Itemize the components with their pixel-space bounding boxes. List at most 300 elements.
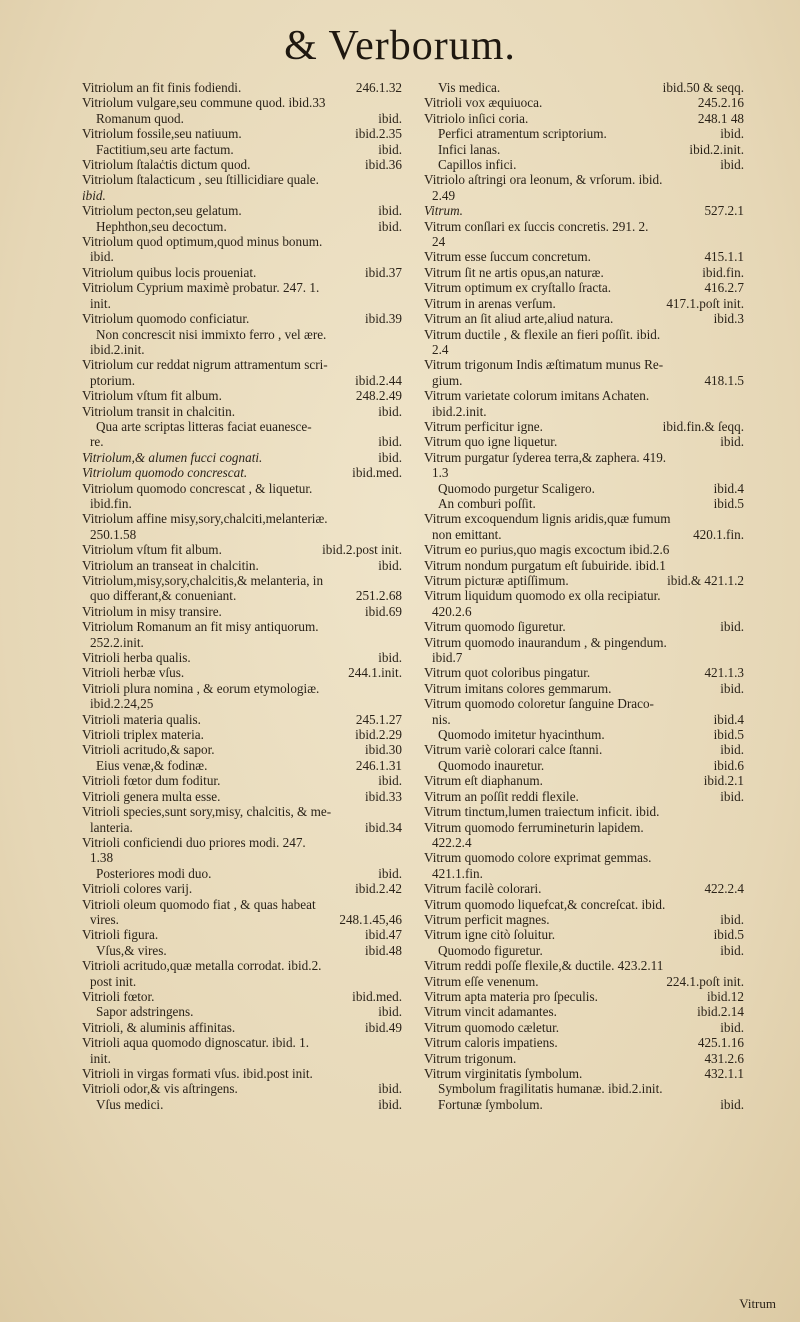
index-entry xyxy=(82,296,402,311)
entry-text: Vitriolum,misy,sory,chalcitis,& melanteria, in xyxy=(82,573,324,588)
entry-text: Posteriores modi duo. xyxy=(96,865,212,881)
entry-text: Vitriolum quomodo concrescat , & liquetur. xyxy=(82,480,313,496)
entry-reference: ibid. xyxy=(720,680,744,696)
index-column-right xyxy=(424,80,744,1112)
entry-reference: 244.1.init. xyxy=(348,665,402,681)
entry-text: Vitriolum Romanum an fit misy antiquorum. xyxy=(82,619,319,635)
entry-text: Vitrum picturæ aptiſſimum. xyxy=(424,573,569,588)
index-entry xyxy=(82,881,402,896)
entry-text: Vitriolum quomodo concrescat. xyxy=(82,465,248,481)
entry-reference: ibid. xyxy=(378,203,402,219)
entry-reference: ibid.36 xyxy=(365,157,402,173)
index-entry xyxy=(82,558,402,573)
index-entry xyxy=(424,481,744,496)
page-title: & Verborum. xyxy=(284,23,516,69)
index-entry xyxy=(82,95,402,110)
index-entry xyxy=(82,619,402,634)
index-entry xyxy=(424,727,744,742)
entry-reference: 248.2.49 xyxy=(355,388,402,404)
index-entry xyxy=(424,974,744,989)
entry-text: Vitrum imitans colores gemmarum. xyxy=(424,680,612,696)
entry-reference: 422.2.4 xyxy=(704,881,744,897)
entry-reference: ibid. xyxy=(378,773,402,789)
entry-reference: ibid. xyxy=(720,157,744,173)
entry-reference: ibid.47 xyxy=(365,927,402,943)
entry-reference: ibid.4 xyxy=(713,711,744,727)
entry-text: Vitrum quomodo coloretur ſanguine Draco- xyxy=(424,696,654,712)
entry-reference: 431.2.6 xyxy=(704,1050,744,1066)
index-entry xyxy=(82,635,402,650)
entry-text: Vitrioli colores varij. xyxy=(82,881,193,897)
entry-text: Vitrioli materia qualis. xyxy=(82,711,201,727)
index-entry xyxy=(424,835,744,850)
index-entry xyxy=(424,188,744,203)
index-entry xyxy=(82,126,402,141)
entry-reference: ibid. xyxy=(720,788,744,804)
index-entry xyxy=(82,280,402,295)
entry-text: Vitriolum an transeat in chalcitin. xyxy=(82,557,259,573)
entry-reference: 248.1 48 xyxy=(697,110,744,126)
index-entry xyxy=(82,989,402,1004)
index-entry xyxy=(424,681,744,696)
entry-text: Fortunæ ſymbolum. xyxy=(438,1096,543,1112)
entry-text: Vitrum ductile , & flexile an fieri poſſit. ibid. xyxy=(424,326,661,342)
entry-text: Vitrioli aqua quomodo dignoscatur. ibid. 1. xyxy=(82,1035,310,1051)
entry-text: 2.49 xyxy=(432,187,456,203)
entry-reference: 246.1.31 xyxy=(355,757,402,773)
entry-text: Vitriolum quomodo conficiatur. xyxy=(82,311,250,327)
entry-text: Vitrum quomodo colore exprimat gemmas. xyxy=(424,850,652,866)
entry-reference: ibid. xyxy=(378,1004,402,1020)
entry-reference: 425.1.16 xyxy=(697,1035,744,1051)
entry-text: Vitrum varietate colorum imitans Achaten. xyxy=(424,388,650,404)
entry-text: Vitrioli conficiendi duo priores modi. 247. xyxy=(82,834,306,850)
index-entry xyxy=(82,1051,402,1066)
entry-text: ibid.2.init. xyxy=(432,403,487,419)
entry-text: Vſus medici. xyxy=(96,1096,164,1112)
index-entry xyxy=(424,742,744,757)
entry-text: Vitrum eſſe venenum. xyxy=(424,973,539,989)
index-entry xyxy=(424,588,744,603)
entry-reference: 245.2.16 xyxy=(697,95,744,111)
index-entry xyxy=(424,126,744,141)
index-entry xyxy=(424,450,744,465)
entry-text: Vitriolum transit in chalcitin. xyxy=(82,403,236,419)
entry-reference: ibid. xyxy=(378,1081,402,1097)
index-entry xyxy=(82,773,402,788)
entry-text: Vitrum reddi poſſe flexile,& ductile. 423.2.11 xyxy=(424,958,664,974)
entry-text: Vitrum optimum ex cryſtallo ſracta. xyxy=(424,280,612,296)
entry-reference: ibid.6 xyxy=(713,757,744,773)
entry-reference: ibid. xyxy=(378,449,402,465)
index-entry xyxy=(424,419,744,434)
index-entry xyxy=(82,1066,402,1081)
entry-text: Vitriolo aſtringi ora leonum, & vrſorum. ibid. xyxy=(424,172,663,188)
entry-reference: ibid.33 xyxy=(365,788,402,804)
entry-reference: ibid. xyxy=(378,218,402,234)
entry-text: Vitrum variè colorari calce ſtanni. xyxy=(424,742,603,758)
index-entry xyxy=(82,727,402,742)
catchword: Vitrum xyxy=(739,1296,776,1311)
index-entry xyxy=(424,434,744,449)
index-entry xyxy=(82,172,402,187)
entry-text: Vitrum perficitur igne. xyxy=(424,418,543,434)
index-entry xyxy=(82,712,402,727)
index-entry xyxy=(82,897,402,912)
entry-text: Vitrioli odor,& vis aſtringens. xyxy=(82,1081,238,1097)
index-entry xyxy=(82,850,402,865)
index-entry xyxy=(82,650,402,665)
index-entry xyxy=(82,804,402,819)
index-entry xyxy=(82,1004,402,1019)
index-entry xyxy=(424,1081,744,1096)
entry-reference: ibid. xyxy=(378,1096,402,1112)
entry-text: Vitrum quomodo ferrumineturin lapidem. xyxy=(424,819,644,835)
index-entry xyxy=(82,265,402,280)
index-entry xyxy=(82,542,402,557)
entry-reference: ibid. xyxy=(378,557,402,573)
entry-reference: ibid.5 xyxy=(713,927,744,943)
entry-reference: ibid. xyxy=(378,650,402,666)
entry-text: Vitriolum an fit finis fodiendi. xyxy=(82,80,242,95)
index-entry xyxy=(82,527,402,542)
entry-reference: 245.1.27 xyxy=(355,711,402,727)
entry-reference: ibid.69 xyxy=(365,603,402,619)
entry-text: Vitrum trigonum. xyxy=(424,1050,517,1066)
entry-reference: ibid.fin. xyxy=(702,264,744,280)
entry-reference: ibid.48 xyxy=(365,942,402,958)
index-entry xyxy=(424,665,744,680)
entry-text: Vitriolum quod optimum,quod minus bonum. xyxy=(82,234,323,250)
entry-reference: ibid.34 xyxy=(365,819,402,835)
index-entry xyxy=(424,404,744,419)
entry-reference: ibid.2.post init. xyxy=(322,542,402,558)
entry-text: Vitrum quot coloribus pingatur. xyxy=(424,665,591,681)
index-entry xyxy=(82,357,402,372)
entry-text: Vitriolum vſtum fit album. xyxy=(82,542,222,558)
entry-text: Quomodo inauretur. xyxy=(438,757,545,773)
entry-text: Vitrum quomodo ſiguretur. xyxy=(424,619,566,635)
entry-text: Capillos infici. xyxy=(438,157,517,173)
entry-text: re. xyxy=(90,434,104,450)
entry-text: Vitrum perficit magnes. xyxy=(424,911,550,927)
entry-text: ibid. xyxy=(90,249,114,265)
index-entry xyxy=(82,249,402,264)
entry-reference: ibid.2.44 xyxy=(355,372,402,388)
index-entry xyxy=(82,434,402,449)
index-entry xyxy=(82,573,402,588)
entry-text: Infici lanas. xyxy=(438,141,501,157)
entry-text: Vitrioli figura. xyxy=(82,927,159,943)
index-entry xyxy=(424,80,744,95)
index-entry xyxy=(424,111,744,126)
entry-reference: ibid.49 xyxy=(365,1019,402,1035)
entry-reference: ibid. xyxy=(378,403,402,419)
entry-reference: ibid.2.29 xyxy=(355,727,402,743)
index-entry xyxy=(424,820,744,835)
entry-reference: ibid.2.42 xyxy=(355,881,402,897)
index-entry xyxy=(82,866,402,881)
index-entry xyxy=(424,527,744,542)
entry-text: Vitriolum quibus locis proueniat. xyxy=(82,264,257,280)
index-entry xyxy=(424,573,744,588)
entry-text: Quomodo imitetur hyacinthum. xyxy=(438,727,605,743)
entry-reference: ibid.4 xyxy=(713,480,744,496)
index-entry xyxy=(424,619,744,634)
entry-text: ibid.2.init. xyxy=(90,341,145,357)
index-entry xyxy=(82,588,402,603)
index-entry xyxy=(424,696,744,711)
index-entry xyxy=(424,172,744,187)
entry-text: Vitrum in arenas verſum. xyxy=(424,295,556,311)
index-entry xyxy=(82,665,402,680)
index-entry xyxy=(82,404,402,419)
index-entry xyxy=(424,866,744,881)
entry-reference: ibid.& 421.1.2 xyxy=(667,573,744,588)
index-entry xyxy=(82,927,402,942)
index-entry xyxy=(424,758,744,773)
entry-text: 24 xyxy=(432,234,446,250)
entry-reference: 420.1.fin. xyxy=(693,526,744,542)
entry-reference: ibid. xyxy=(720,619,744,635)
entry-text: Vitrum purgatur ſyderea terra,& zaphera. 419. xyxy=(424,449,667,465)
entry-text: gium. xyxy=(432,372,463,388)
entry-text: Sapor adstringens. xyxy=(96,1004,194,1020)
index-entry xyxy=(82,419,402,434)
entry-text: Vitrioli herba qualis. xyxy=(82,650,191,666)
index-entry xyxy=(424,927,744,942)
index-entry xyxy=(424,604,744,619)
entry-text: Vitrum excoquendum lignis aridis,quæ fumum xyxy=(424,511,671,527)
entry-text: Vitriolum in misy transire. xyxy=(82,603,222,619)
index-entry xyxy=(82,681,402,696)
index-entry xyxy=(424,1035,744,1050)
entry-reference: ibid. xyxy=(720,126,744,142)
index-entry xyxy=(424,511,744,526)
entry-reference: ibid. xyxy=(720,1096,744,1112)
index-entry xyxy=(82,465,402,480)
entry-text: Vitriolum vulgare,seu commune quod. ibid.33 xyxy=(82,95,326,111)
entry-text: Vitrioli plura nomina , & eorum etymologiæ. xyxy=(82,680,320,696)
entry-reference: 418.1.5 xyxy=(704,372,744,388)
entry-text: Vitriolum Cyprium maximè probatur. 247. 1. xyxy=(82,280,320,296)
entry-text: Vitrum conſlari ex ſuccis concretis. 291. 2. xyxy=(424,218,649,234)
entry-text: post init. xyxy=(90,973,137,989)
index-entry xyxy=(82,604,402,619)
entry-text: Vitrum apta materia pro ſpeculis. xyxy=(424,988,598,1004)
entry-reference: ibid. xyxy=(378,110,402,126)
index-entry xyxy=(82,311,402,326)
index-entry xyxy=(82,481,402,496)
index-entry xyxy=(82,758,402,773)
index-entry xyxy=(424,219,744,234)
index-entry xyxy=(424,650,744,665)
entry-reference: 251.2.68 xyxy=(355,588,402,604)
entry-text: Vitrioli genera multa esse. xyxy=(82,788,221,804)
index-entry xyxy=(424,542,744,557)
index-entry xyxy=(424,157,744,172)
entry-text: Vitrum an poſſit reddi flexile. xyxy=(424,788,579,804)
entry-reference: ibid. xyxy=(378,865,402,881)
index-entry xyxy=(424,897,744,912)
index-entry xyxy=(82,388,402,403)
entry-text: Vitrioli fœtor dum foditur. xyxy=(82,773,221,789)
entry-text: Quomodo figuretur. xyxy=(438,942,543,958)
entry-text: Vitriolum,& alumen fucci cognati. xyxy=(82,449,263,465)
entry-reference: ibid.5 xyxy=(713,495,744,511)
index-entry xyxy=(82,912,402,927)
index-entry xyxy=(424,327,744,342)
entry-text: Vitrum nondum purgatum eſt ſubuiride. ibid.1 xyxy=(424,557,666,573)
entry-text: Vitrioli triplex materia. xyxy=(82,727,204,743)
entry-text: Factitium,seu arte factum. xyxy=(96,141,234,157)
entry-text: Vitrum caloris impatiens. xyxy=(424,1035,558,1051)
index-entry xyxy=(424,1097,744,1112)
entry-reference: ibid.2.init. xyxy=(689,141,744,157)
index-entry xyxy=(82,142,402,157)
index-entry xyxy=(82,974,402,989)
index-entry xyxy=(82,80,402,95)
entry-reference: ibid.12 xyxy=(707,988,744,1004)
index-entry xyxy=(424,1051,744,1066)
entry-reference: 224.1.poſt init. xyxy=(666,973,744,989)
entry-reference: ibid.2.1 xyxy=(703,773,744,789)
index-entry xyxy=(424,496,744,511)
entry-text: Vitrioli in virgas formati vſus. ibid.post init. xyxy=(82,1066,313,1081)
entry-reference: ibid.39 xyxy=(365,311,402,327)
entry-text: ibid.fin. xyxy=(90,495,132,511)
entry-text: 250.1.58 xyxy=(90,526,137,542)
entry-reference: ibid.3 xyxy=(713,311,744,327)
entry-reference: ibid. xyxy=(378,141,402,157)
entry-text: Vſus,& vires. xyxy=(96,942,167,958)
entry-reference: ibid.5 xyxy=(713,727,744,743)
index-entry xyxy=(82,1035,402,1050)
entry-text: Vitrum tinctum,lumen traiectum inficit. ibid. xyxy=(424,804,660,820)
index-entry xyxy=(424,342,744,357)
index-entry xyxy=(424,989,744,1004)
entry-text: Vitrum facilè colorari. xyxy=(424,881,542,897)
index-entry xyxy=(424,1066,744,1081)
entry-text: 421.1.fin. xyxy=(432,865,483,881)
entry-reference: ibid. xyxy=(720,1019,744,1035)
index-entry xyxy=(424,635,744,650)
entry-text: Vitrioli vox æquiuoca. xyxy=(424,95,543,111)
entry-text: vires. xyxy=(90,911,119,927)
entry-text: Vitrioli oleum quomodo fiat , & quas habeat xyxy=(82,896,316,912)
entry-text: 1.3 xyxy=(432,465,449,481)
entry-text: quo differant,& conueniant. xyxy=(90,588,237,604)
entry-reference: 527.2.1 xyxy=(704,203,744,219)
index-entry xyxy=(424,804,744,819)
index-entry xyxy=(424,1004,744,1019)
entry-reference: ibid.37 xyxy=(365,264,402,280)
index-entry xyxy=(424,773,744,788)
entry-text: Non concrescit nisi immixto ferro , vel ære. xyxy=(96,326,327,342)
entry-reference: ibid. xyxy=(378,434,402,450)
entry-text: nis. xyxy=(432,711,451,727)
entry-reference: ibid.fin.& ſeqq. xyxy=(662,418,744,434)
entry-text: Vitrum liquidum quomodo ex olla recipiatur. xyxy=(424,588,661,604)
index-entry xyxy=(424,142,744,157)
entry-text: Vitrum quomodo liquefcat,& concreſcat. ibid. xyxy=(424,896,666,912)
entry-text: Perfici atramentum scriptorium. xyxy=(438,126,607,142)
index-entry xyxy=(82,203,402,218)
entry-reference: 246.1.32 xyxy=(355,80,402,95)
entry-text: An comburi poſſit. xyxy=(438,495,536,511)
entry-reference: ibid. xyxy=(720,911,744,927)
entry-text: lanteria. xyxy=(90,819,133,835)
entry-text: ibid.2.24,25 xyxy=(90,696,154,712)
index-entry xyxy=(424,95,744,110)
index-entry xyxy=(82,342,402,357)
entry-reference: 416.2.7 xyxy=(704,280,744,296)
entry-reference: 415.1.1 xyxy=(704,249,744,265)
index-entry xyxy=(82,496,402,511)
entry-text: Vitrum trigonum Indis æſtimatum munus Re- xyxy=(424,357,664,373)
index-entry xyxy=(82,188,402,203)
entry-reference: ibid.med. xyxy=(352,988,402,1004)
entry-text: Vitrum an ſit aliud arte,aliud natura. xyxy=(424,311,614,327)
entry-reference: ibid.2.35 xyxy=(355,126,402,142)
entry-text: Symbolum fragilitatis humanæ. ibid.2.init. xyxy=(438,1081,663,1097)
entry-reference: 248.1.45,46 xyxy=(339,911,402,927)
index-entry xyxy=(424,280,744,295)
entry-reference: ibid.30 xyxy=(365,742,402,758)
entry-text: Romanum quod. xyxy=(96,110,184,126)
index-entry xyxy=(424,311,744,326)
index-entry xyxy=(424,203,744,218)
index-entry xyxy=(424,388,744,403)
entry-text: 2.4 xyxy=(432,341,449,357)
index-entry xyxy=(424,357,744,372)
entry-reference: ibid.50 & seqq. xyxy=(662,80,744,95)
index-entry xyxy=(82,1097,402,1112)
index-entry xyxy=(82,696,402,711)
entry-text: Vitrioli acritudo,quæ metalla corrodat. ibid.2. xyxy=(82,958,322,974)
entry-text: Vitrum eo purius,quo magis excoctum ibid.2.6 xyxy=(424,542,670,558)
entry-text: Vitriolo inſici coria. xyxy=(424,110,529,126)
index-entry xyxy=(82,742,402,757)
entry-text: Vitriolum vſtum fit album. xyxy=(82,388,222,404)
entry-text: ptorium. xyxy=(90,372,136,388)
entry-text: ibid. xyxy=(82,187,106,203)
entry-text: Vitriolum ſtalacticum , seu ſtillicidiare quale. xyxy=(82,172,319,188)
index-entry xyxy=(82,450,402,465)
entry-text: Vitriolum cur reddat nigrum attramentum scri- xyxy=(82,357,328,373)
index-entry xyxy=(82,943,402,958)
index-entry xyxy=(424,912,744,927)
entry-reference: ibid. xyxy=(720,434,744,450)
index-entry xyxy=(82,789,402,804)
entry-text: Vitrioli herbæ vſus. xyxy=(82,665,185,681)
entry-text: Qua arte scriptas litteras faciat euanesce- xyxy=(96,418,312,434)
index-entry xyxy=(424,296,744,311)
entry-reference: ibid.med. xyxy=(352,465,402,481)
index-entry xyxy=(82,219,402,234)
entry-text: Vitrioli species,sunt sory,misy, chalcitis, & me- xyxy=(82,804,332,820)
entry-text: Vitrum virginitatis ſymbolum. xyxy=(424,1066,583,1081)
entry-text: init. xyxy=(90,295,111,311)
entry-reference: 421.1.3 xyxy=(704,665,744,681)
entry-reference: ibid. xyxy=(720,942,744,958)
index-entry xyxy=(424,789,744,804)
index-entry xyxy=(82,327,402,342)
index-entry xyxy=(424,465,744,480)
index-entry xyxy=(82,511,402,526)
index-entry xyxy=(82,958,402,973)
entry-text: Vitrioli fœtor. xyxy=(82,988,155,1004)
